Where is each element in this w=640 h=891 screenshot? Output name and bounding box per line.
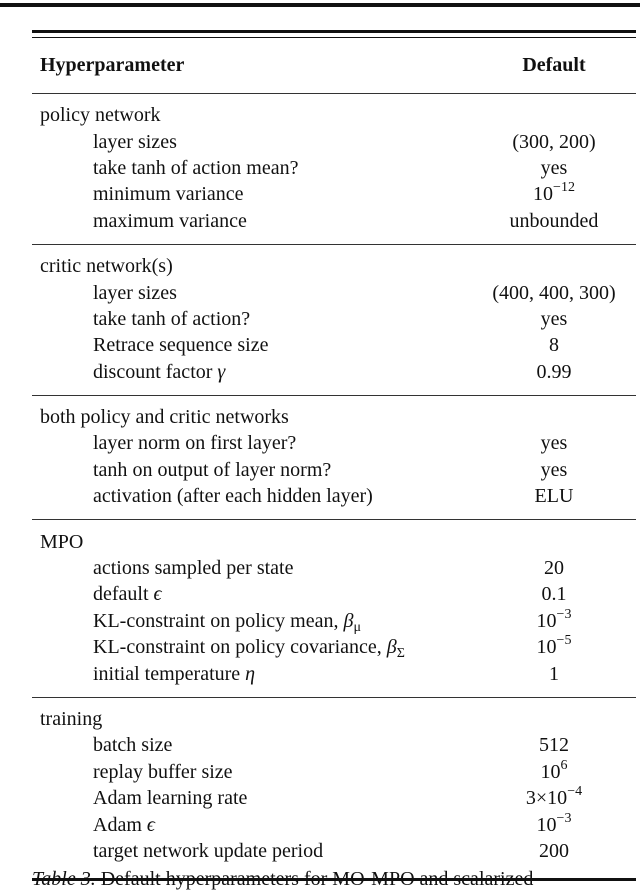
text-segment: β bbox=[343, 609, 354, 632]
text-segment: actions sampled per state bbox=[93, 557, 294, 580]
table-section bbox=[32, 698, 636, 874]
default-value bbox=[469, 433, 639, 453]
default-value bbox=[469, 158, 639, 178]
text-segment: tanh bbox=[93, 458, 128, 481]
text-segment: −12 bbox=[553, 180, 575, 196]
table-row bbox=[32, 608, 636, 634]
default-value bbox=[469, 211, 639, 231]
text-segment: 0.1 bbox=[541, 583, 567, 606]
hyperparameter-name bbox=[32, 815, 469, 835]
default-value bbox=[469, 132, 639, 152]
text-segment: 1 bbox=[549, 662, 559, 685]
hyperparameter-name bbox=[32, 762, 469, 782]
table-row bbox=[32, 581, 636, 607]
text-segment: −3 bbox=[556, 606, 572, 622]
text-segment: 512 bbox=[539, 734, 569, 757]
text-segment: ϵ bbox=[146, 813, 155, 836]
hyperparameter-name bbox=[32, 788, 469, 808]
default-value bbox=[469, 810, 639, 836]
text-segment: γ bbox=[217, 360, 226, 383]
text-segment: minimum variance bbox=[93, 183, 244, 206]
text-segment: ϵ bbox=[153, 583, 162, 606]
text-segment: on output of layer norm? bbox=[127, 458, 332, 481]
text-segment: replay buffer size bbox=[93, 760, 233, 783]
hyperparameter-table bbox=[32, 30, 636, 881]
text-segment: tanh bbox=[131, 156, 166, 179]
text-segment: (400, 400, 300) bbox=[492, 281, 616, 304]
text-segment: discount factor bbox=[93, 360, 218, 383]
default-value bbox=[469, 558, 639, 578]
table-row bbox=[32, 785, 636, 811]
text-segment: −5 bbox=[556, 633, 572, 649]
text-segment: yes bbox=[540, 458, 568, 481]
header-hyperparameter: Hyperparameter bbox=[40, 54, 185, 76]
default-value bbox=[469, 735, 639, 755]
text-segment: 10 bbox=[540, 760, 561, 783]
default-value bbox=[469, 841, 639, 861]
text-segment: ELU bbox=[534, 485, 574, 508]
text-segment: take bbox=[93, 307, 132, 330]
section-title-row bbox=[32, 404, 636, 430]
text-segment: yes bbox=[540, 156, 568, 179]
text-segment: Adam bbox=[93, 813, 147, 836]
table-section bbox=[32, 520, 636, 696]
default-value bbox=[469, 633, 639, 659]
table-row bbox=[32, 811, 636, 837]
table-row bbox=[32, 457, 636, 483]
table-header bbox=[32, 38, 636, 93]
hyperparameter-name bbox=[32, 558, 469, 578]
text-segment: μ bbox=[353, 619, 361, 635]
section-title: critic network(s) bbox=[40, 255, 173, 278]
text-segment: −3 bbox=[556, 810, 572, 826]
table-caption bbox=[32, 868, 533, 891]
table-row bbox=[32, 555, 636, 581]
text-segment: Adam learning rate bbox=[93, 787, 248, 810]
table-row bbox=[32, 430, 636, 456]
table-row bbox=[32, 838, 636, 864]
table-section bbox=[32, 396, 636, 520]
text-segment: 6 bbox=[560, 757, 568, 773]
hyperparameter-name bbox=[32, 132, 469, 152]
default-value bbox=[469, 584, 639, 604]
text-segment: target network update period bbox=[93, 839, 324, 862]
hyperparameter-name bbox=[32, 460, 469, 480]
hyperparameter-name bbox=[32, 609, 469, 635]
default-value bbox=[469, 784, 639, 810]
section-title-row bbox=[32, 102, 636, 128]
text-segment: KL-constraint on policy covariance, bbox=[93, 636, 387, 659]
text-segment: η bbox=[245, 662, 256, 685]
table-row bbox=[32, 306, 636, 332]
default-value bbox=[469, 486, 639, 506]
table-row bbox=[32, 759, 636, 785]
default-value bbox=[469, 460, 639, 480]
default-value bbox=[469, 309, 639, 329]
section-title: policy network bbox=[40, 104, 161, 127]
table-row bbox=[32, 634, 636, 660]
table-row bbox=[32, 359, 636, 385]
section-title: both policy and critic networks bbox=[40, 406, 289, 429]
section-title: training bbox=[40, 708, 103, 730]
text-segment: 10 bbox=[536, 813, 557, 836]
hyperparameter-name bbox=[32, 184, 469, 204]
text-segment: 20 bbox=[544, 557, 564, 580]
text-segment: β bbox=[386, 636, 397, 659]
hyperparameter-name bbox=[32, 584, 469, 604]
table-row bbox=[32, 155, 636, 181]
table-row bbox=[32, 279, 636, 305]
table-row bbox=[32, 181, 636, 207]
text-segment: activation (after each hidden layer) bbox=[93, 485, 373, 508]
text-segment: yes bbox=[540, 307, 568, 330]
text-segment: of action mean? bbox=[165, 156, 299, 179]
text-segment: 10 bbox=[533, 183, 554, 206]
hyperparameter-name bbox=[32, 335, 469, 355]
hyperparameter-name bbox=[32, 211, 469, 231]
text-segment: default bbox=[93, 583, 154, 606]
text-segment: maximum variance bbox=[93, 209, 247, 232]
text-segment: 200 bbox=[539, 839, 569, 862]
hyperparameter-name bbox=[32, 362, 469, 382]
table-section bbox=[32, 245, 636, 395]
text-segment: initial temperature bbox=[93, 662, 246, 685]
hyperparameter-name bbox=[32, 735, 469, 755]
table-section bbox=[32, 94, 636, 244]
text-segment: layer sizes bbox=[93, 281, 177, 304]
text-segment: KL-constraint on policy mean, bbox=[93, 609, 344, 632]
text-segment: of action? bbox=[165, 307, 251, 330]
section-title-row bbox=[32, 528, 636, 554]
text-segment: layer sizes bbox=[93, 130, 177, 153]
caption-text: Default hyperparameters for MO-MPO and scalarized bbox=[95, 868, 534, 890]
section-title-row bbox=[32, 706, 636, 732]
text-segment: yes bbox=[540, 432, 568, 455]
text-segment: take bbox=[93, 156, 132, 179]
hyperparameter-name bbox=[32, 636, 469, 662]
hyperparameter-name bbox=[32, 309, 469, 329]
table-row bbox=[32, 332, 636, 358]
page-top-rule bbox=[0, 3, 640, 7]
default-value bbox=[469, 664, 639, 684]
text-segment: unbounded bbox=[509, 209, 599, 232]
text-segment: (300, 200) bbox=[512, 130, 596, 153]
default-value bbox=[469, 606, 639, 632]
hyperparameter-name bbox=[32, 283, 469, 303]
hyperparameter-name bbox=[32, 664, 469, 684]
hyperparameter-name bbox=[32, 158, 469, 178]
text-segment: 10 bbox=[536, 636, 557, 659]
text-segment: 0.99 bbox=[536, 360, 572, 383]
default-value bbox=[469, 362, 639, 382]
text-segment: tanh bbox=[131, 307, 166, 330]
table-row bbox=[32, 732, 636, 758]
text-segment: 3×10 bbox=[525, 787, 568, 810]
text-segment: Σ bbox=[396, 646, 405, 662]
default-value bbox=[469, 180, 639, 206]
default-value bbox=[469, 283, 639, 303]
text-segment: 10 bbox=[536, 609, 557, 632]
hyperparameter-name bbox=[32, 841, 469, 861]
header-default: Default bbox=[522, 54, 586, 76]
text-segment: layer norm on first layer? bbox=[93, 432, 297, 455]
table-row bbox=[32, 128, 636, 154]
default-value bbox=[469, 335, 639, 355]
table-row bbox=[32, 483, 636, 509]
table-row bbox=[32, 660, 636, 686]
text-segment: −4 bbox=[567, 784, 583, 800]
hyperparameter-name bbox=[32, 433, 469, 453]
section-title: MPO bbox=[40, 530, 84, 553]
section-title-row bbox=[32, 253, 636, 279]
hyperparameter-name bbox=[32, 486, 469, 506]
text-segment: 8 bbox=[549, 334, 559, 357]
default-value bbox=[469, 757, 639, 783]
text-segment: batch size bbox=[93, 734, 173, 757]
text-segment: Retrace sequence size bbox=[93, 334, 269, 357]
table-row bbox=[32, 208, 636, 234]
caption-label: Table 3. bbox=[32, 868, 96, 890]
table-body bbox=[32, 93, 636, 874]
